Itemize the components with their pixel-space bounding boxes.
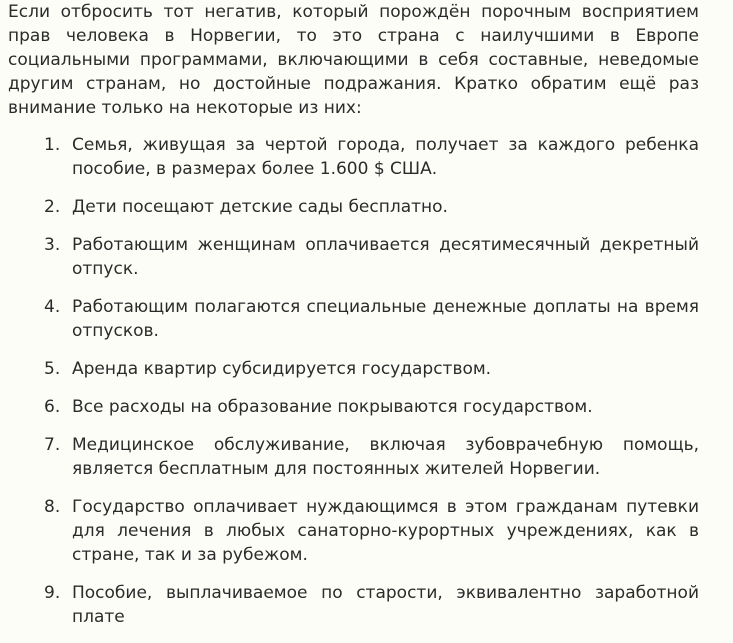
list-item [0,195,699,219]
list-item [0,581,699,629]
list-item [0,433,699,481]
list-item-number: 9. [44,583,61,603]
list-item-number: 5. [44,359,61,379]
list-item [0,295,699,343]
list-item-number: 7. [44,435,61,455]
list-item-text: Работающим полагаются специальные денежные доплаты на время отпусков. [72,297,699,341]
list-item-number: 2. [44,197,61,217]
list-item-text: Медицинское обслуживание, включая зубоврачебную помощь, является бесплатным для постоянных жителей Норвегии. [72,435,699,479]
list-item-number: 4. [44,297,61,317]
list-item-text: Аренда квартир субсидируется государством. [72,359,492,379]
list-item-text: Государство оплачивает нуждающимся в этом гражданам путевки для лечения в любых санаторно-курортных учреждениях, как в стране, так и за рубежом. [72,497,699,565]
list-item-text: Пособие, выплачиваемое по старости, эквивалентно заработной плате [72,583,699,627]
list-item-text: Семья, живущая за чертой города, получает за каждого ребенка пособие, в размерах более 1.600 $ США. [72,135,699,179]
list-item-number: 8. [44,497,61,517]
list-item [0,357,699,381]
list-item [0,133,699,181]
list-item-text: Все расходы на образование покрываются государством. [72,397,593,417]
intro-paragraph: Если отбросить тот негатив, который порождён порочным восприятием прав человека в Норвегии, то это страна с наилучшими в Европе социальными программами, включающими в себя составные, неведомые другим странам, но достойные подражания. Кратко обратим ещё раз внимание только на некоторые из них: [8,2,699,118]
list-item-number: 1. [44,135,61,155]
list-item-number: 3. [44,235,61,255]
list-item-text: Работающим женщинам оплачивается десятимесячный декретный отпуск. [72,235,699,279]
list-item [0,395,699,419]
list-item-text: Дети посещают детские сады бесплатно. [72,197,448,217]
benefits-list [0,133,733,643]
list-item-number: 6. [44,397,61,417]
list-item [0,495,699,567]
list-item [0,233,699,281]
